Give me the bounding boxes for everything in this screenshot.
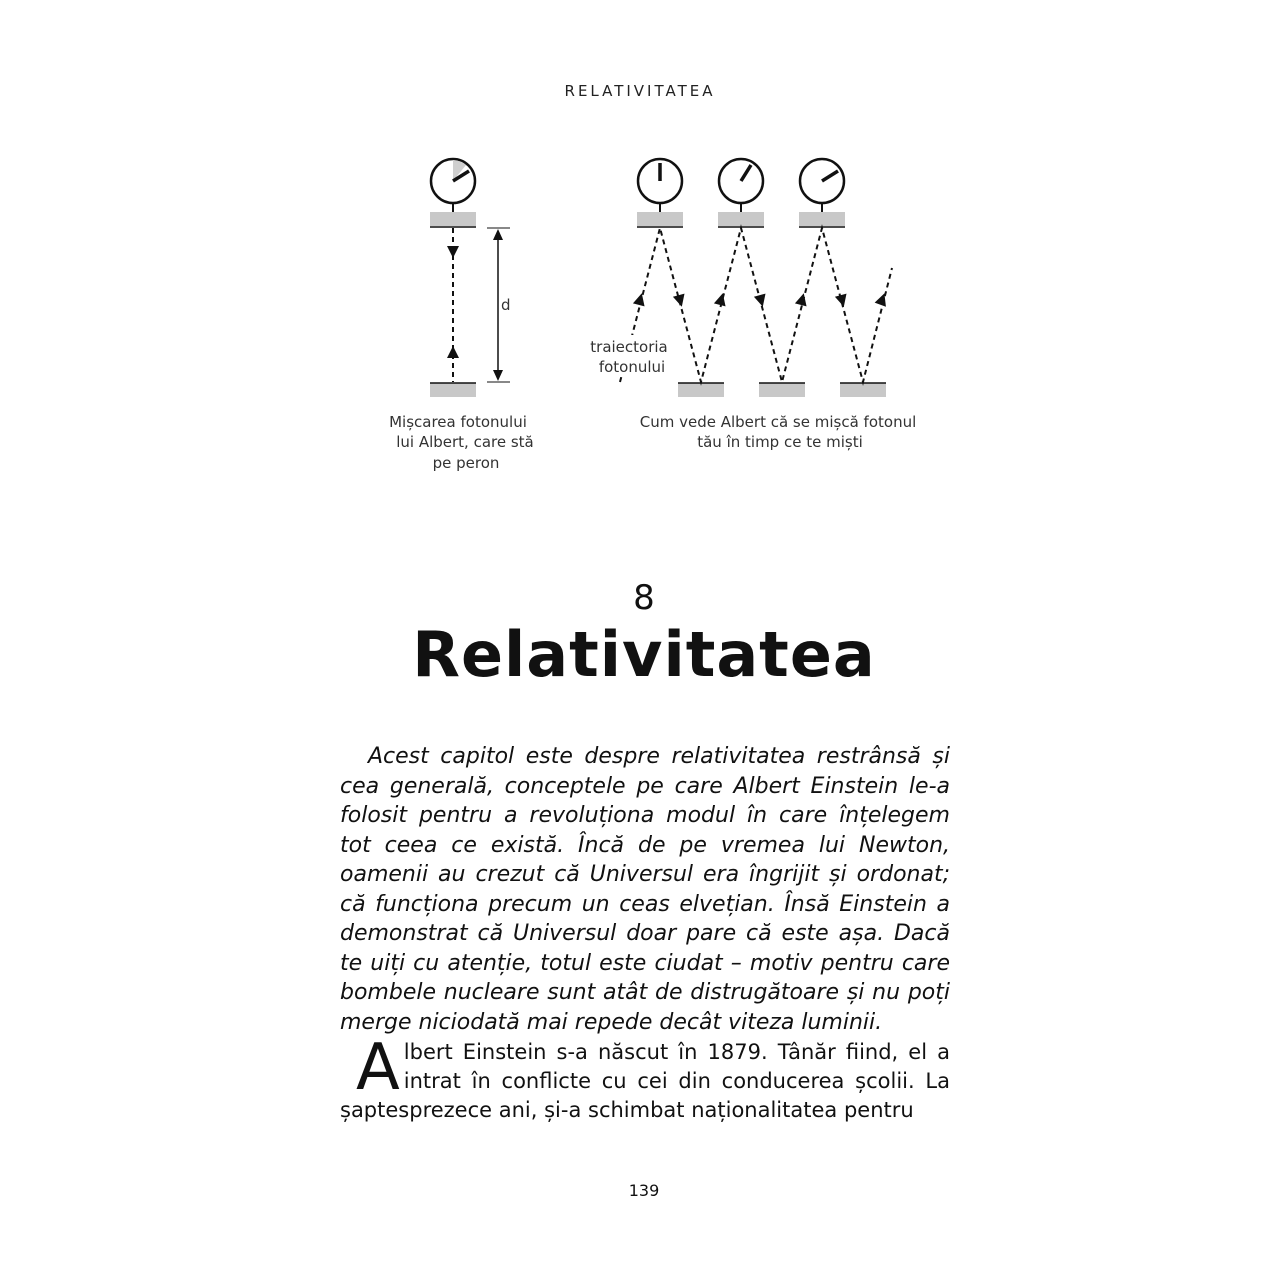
running-head: RELATIVITATEA [564,82,716,100]
moving-clock-3 [800,159,844,212]
body-paragraph [340,1031,950,1125]
distance-label: d [501,296,511,314]
left-caption-line3: pe peron [432,454,500,472]
stationary-clock [431,159,475,212]
moving-clock-2 [719,159,763,212]
right-caption-line1: Cum vede Albert că se mișcă fotonul [639,413,917,431]
photon-path-label-line2: fotonului [598,358,666,376]
top-mirror [430,212,476,226]
intro-paragraph: Acest capitol este despre relativitatea restrânsă și cea generală, conceptele pe care Albert Einstein le-a folosit pentru a revoluționa modul în care înțelegem tot ceea ce există. Încă de pe vremea lui Newton, oamenii au crezut că Universul era îngrijit și ordonat; că funcționa precum un ceas elvețian. Însă Einstein a demonstrat că Universul doar pare că este așa. Dacă te uiți cu atenție, totul este ciudat – motiv pentru care bombele nucleare sunt atât de distrugătoare și nu poți merge niciodată mai repede decât viteza luminii. [340,744,950,1035]
drop-cap: A [356,1031,400,1105]
photon-path-label-line1: traiectoria [590,338,668,356]
vertical-photon-path [447,228,459,382]
moving-bottom-mirrors [678,383,886,397]
body-text: lbert Einstein s-a născut în 1879. Tânăr fiind, el a intrat în conflicte cu cei din conducerea școlii. La șaptesprezece ani, și-a schimbat naționalitatea pentru [340,1040,950,1122]
right-caption-line2: tău în timp ce te miști [697,433,863,451]
moving-clock-1 [638,159,682,212]
left-caption-line2: lui Albert, care stă [396,433,534,451]
chapter-title: Relativitatea [412,618,876,691]
left-caption-line1: Mișcarea fotonului [389,413,527,431]
page-number: 139 [628,1181,660,1200]
bottom-mirror [430,383,476,397]
light-clock-figure [0,0,1280,520]
chapter-number: 8 [633,578,655,618]
